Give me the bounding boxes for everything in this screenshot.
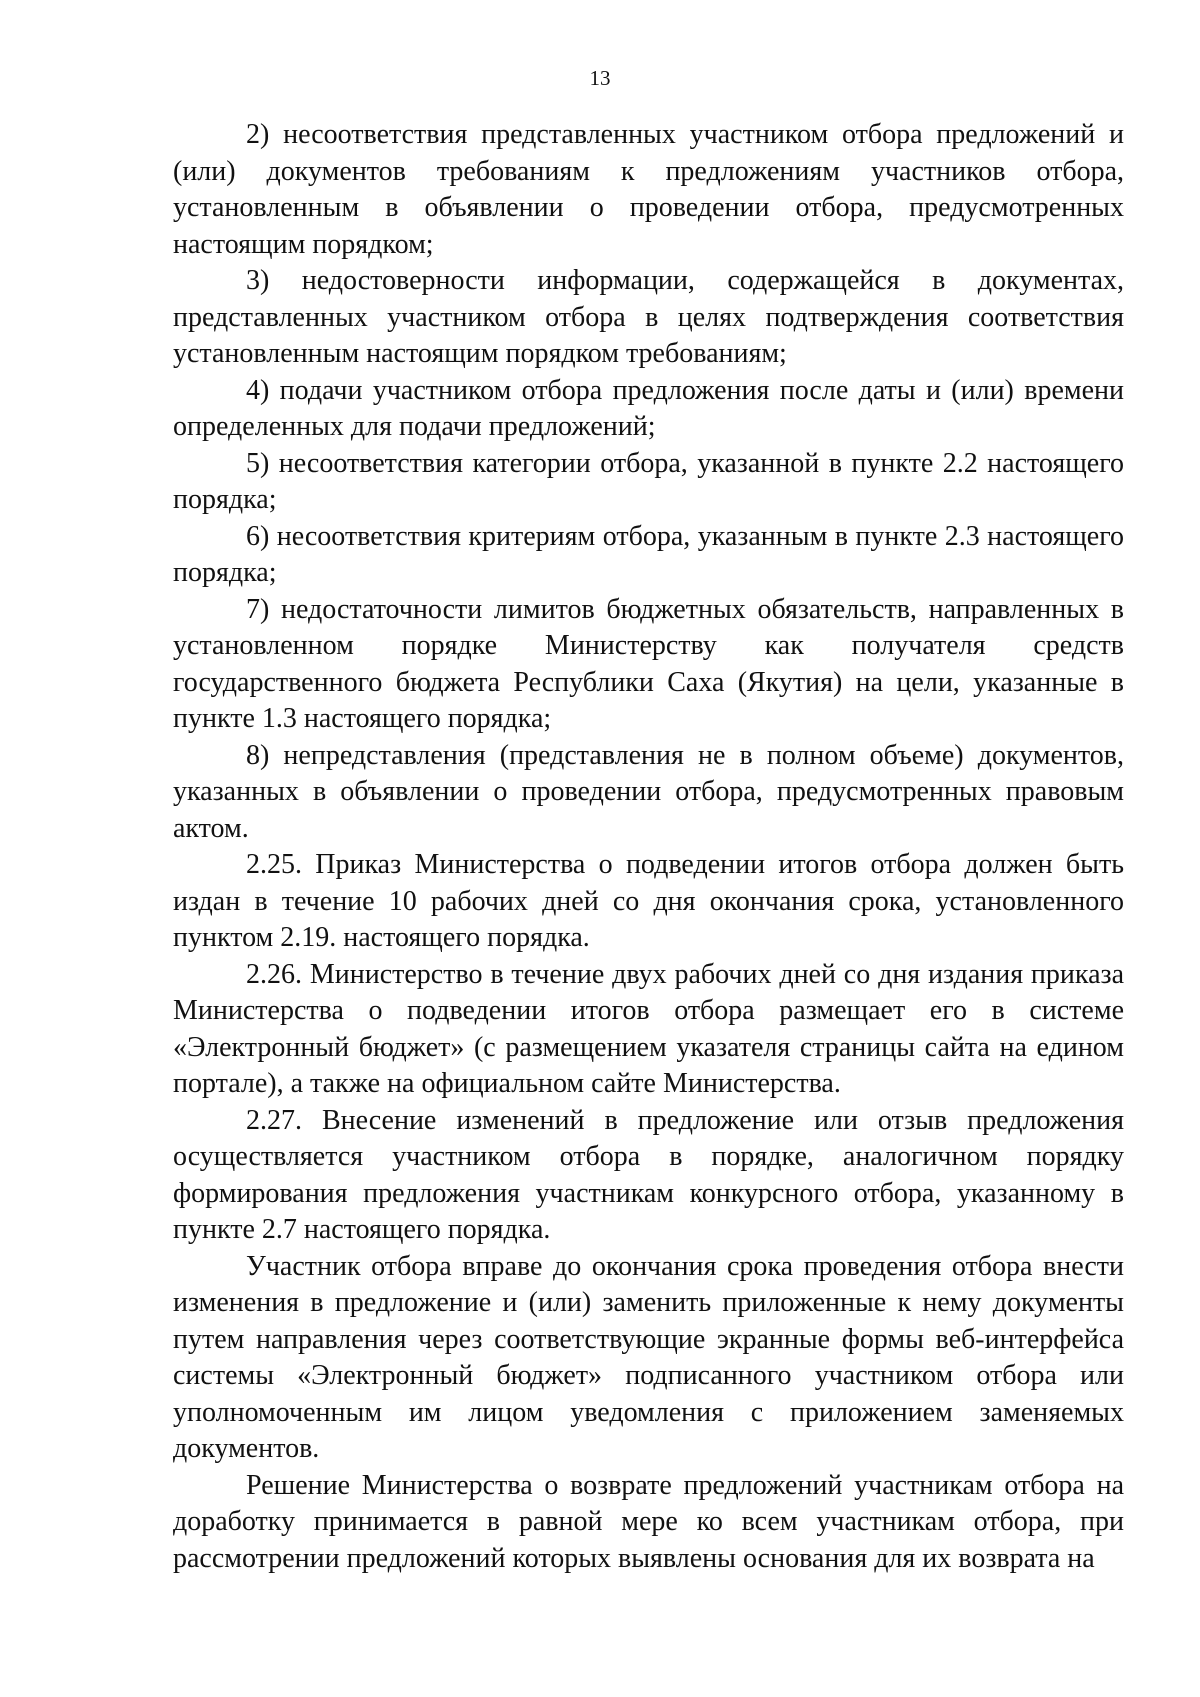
paragraph-item-3: 3) недостоверности информации, содержащейся в документах, представленных участником отбора в целях подтверждения соответствия установленным настоящим порядком требованиям; (173, 265, 1124, 369)
paragraph-clause-2-27: 2.27. Внесение изменений в предложение или отзыв предложения осуществляется участником отбора в порядке, аналогичном порядку формирования предложения участникам конкурсного отбора, указанному в пункте 2.7 настоящего порядка. (173, 1104, 1124, 1245)
paragraph-item-6: 6) несоответствия критериям отбора, указанным в пункте 2.3 настоящего порядка; (173, 520, 1124, 588)
paragraph-participant-rights: Участник отбора вправе до окончания срока проведения отбора внести изменения в предложение и (или) заменить приложенные к нему документы путем направления через соответствующие экранные формы веб-интерфейса системы «Электронный бюджет» подписанного участником отбора или уполномоченным им лицом уведомления с приложением заменяемых документов. (173, 1250, 1124, 1464)
paragraph-clause-2-26: 2.26. Министерство в течение двух рабочих дней со дня издания приказа Министерства о подведении итогов отбора размещает его в системе «Электронный бюджет» (с размещением указателя страницы сайта на едином портале), а также на официальном сайте Министерства. (173, 958, 1124, 1099)
paragraph-clause-2-25: 2.25. Приказ Министерства о подведении итогов отбора должен быть издан в течение 10 рабочих дней со дня окончания срока, установленного пунктом 2.19. настоящего порядка. (173, 849, 1124, 953)
paragraph-ministry-decision: Решение Министерства о возврате предложений участникам отбора на доработку принимается в равной мере ко всем участникам отбора, при рассмотрении предложений которых выявлены основания для их возврата на (173, 1469, 1124, 1574)
document-body (173, 117, 1124, 1577)
paragraph-item-4: 4) подачи участником отбора предложения после даты и (или) времени определенных для подачи предложений; (173, 374, 1124, 442)
page-number: 13 (589, 66, 611, 90)
paragraph-item-8: 8) непредставления (представления не в полном объеме) документов, указанных в объявлении о проведении отбора, предусмотренных правовым актом. (173, 739, 1124, 844)
paragraph-item-2: 2) несоответствия представленных участником отбора предложений и (или) документов требованиям к предложениям участников отбора, установленным в объявлении о проведении отбора, предусмотренных настоящим порядком; (173, 119, 1124, 260)
paragraph-item-7: 7) недостаточности лимитов бюджетных обязательств, направленных в установленном порядке Министерству как получателя средств государственного бюджета Республики Саха (Якутия) на цели, указанные в пункте 1.3 настоящего порядка; (173, 593, 1124, 734)
paragraph-item-5: 5) несоответствия категории отбора, указанной в пункте 2.2 настоящего порядка; (173, 447, 1124, 515)
